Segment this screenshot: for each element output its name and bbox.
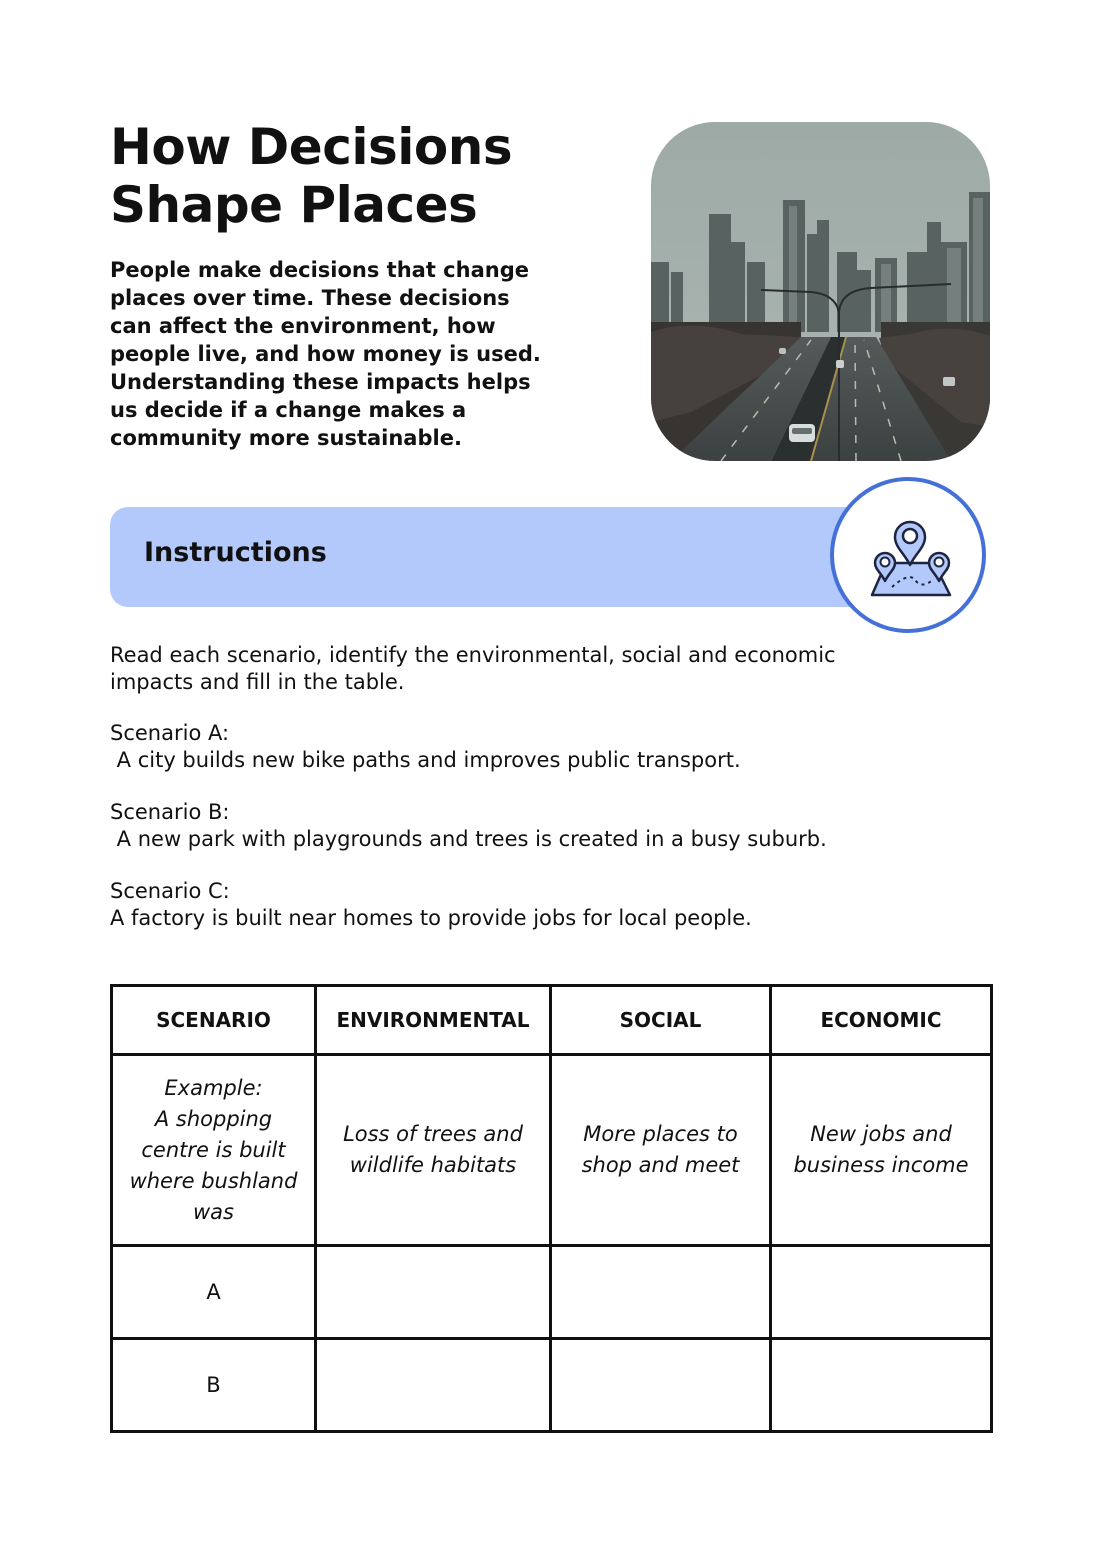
environmental-answer-cell[interactable]: [316, 1246, 551, 1339]
scenario-label: Scenario B:: [110, 800, 230, 824]
intro-line: People make decisions that change: [110, 258, 529, 282]
intro-line: people live, and how money is used.: [110, 342, 541, 366]
intro-line: community more sustainable.: [110, 426, 462, 450]
cell-line: was: [193, 1199, 234, 1224]
map-pins-icon: [864, 509, 956, 601]
intro-line: can affect the environment, how: [110, 314, 496, 338]
header-environmental: ENVIRONMENTAL: [316, 986, 551, 1055]
title-line: How Decisions: [110, 118, 513, 176]
social-answer-cell[interactable]: [551, 1339, 771, 1432]
table-row: [112, 1339, 992, 1432]
impacts-table: [110, 984, 993, 1433]
scenario-description: A factory is built near homes to provide jobs for local people.: [110, 906, 752, 930]
table-header-row: [112, 986, 992, 1055]
cell-line: business income: [793, 1153, 969, 1177]
scenario-b: [110, 799, 827, 853]
city-highway-photo: [651, 122, 990, 461]
scenario-label: Scenario A:: [110, 721, 230, 745]
cell-line: Example:: [164, 1075, 263, 1100]
scenario-c: [110, 878, 752, 932]
economic-answer-cell[interactable]: [771, 1339, 992, 1432]
cell-line: A shopping: [154, 1106, 273, 1131]
header-social: SOCIAL: [551, 986, 771, 1055]
scenario-description: A city builds new bike paths and improves public transport.: [110, 748, 741, 772]
map-badge: [830, 477, 986, 633]
cell-line: Loss of trees and: [343, 1122, 523, 1146]
scenario-description: A new park with playgrounds and trees is created in a busy suburb.: [110, 827, 827, 851]
example-social-cell: [551, 1055, 771, 1246]
header-economic: ECONOMIC: [771, 986, 992, 1055]
environmental-answer-cell[interactable]: [316, 1339, 551, 1432]
instructions-heading: Instructions: [144, 537, 327, 568]
economic-answer-cell[interactable]: [771, 1246, 992, 1339]
scenario-a: [110, 720, 741, 774]
example-environmental-cell: [316, 1055, 551, 1246]
scenario-label: Scenario C:: [110, 879, 230, 903]
intro-line: Understanding these impacts helps: [110, 370, 531, 394]
example-economic-cell: [771, 1055, 992, 1246]
table-row-example: [112, 1055, 992, 1246]
instructions-banner: [110, 507, 870, 607]
cell-line: centre is built: [141, 1137, 286, 1162]
example-scenario-cell: [112, 1055, 316, 1246]
cell-line: wildlife habitats: [349, 1153, 517, 1177]
title-line: Shape Places: [110, 176, 478, 234]
cell-line: More places to: [583, 1122, 738, 1146]
table-row: [112, 1246, 992, 1339]
scenario-cell: A: [112, 1246, 316, 1339]
header-scenario: SCENARIO: [112, 986, 316, 1055]
intro-line: places over time. These decisions: [110, 286, 510, 310]
intro-line: us decide if a change makes a: [110, 398, 467, 422]
intro-paragraph: [110, 256, 560, 452]
instructions-text: [110, 642, 836, 696]
instructions-line: Read each scenario, identify the environmental, social and economic: [110, 643, 836, 667]
cell-line: New jobs and: [810, 1122, 952, 1146]
cell-line: shop and meet: [581, 1153, 740, 1177]
cell-line: where bushland: [129, 1168, 298, 1193]
page-title: [110, 118, 580, 234]
instructions-line: impacts and fill in the table.: [110, 670, 405, 694]
social-answer-cell[interactable]: [551, 1246, 771, 1339]
scenario-cell: B: [112, 1339, 316, 1432]
